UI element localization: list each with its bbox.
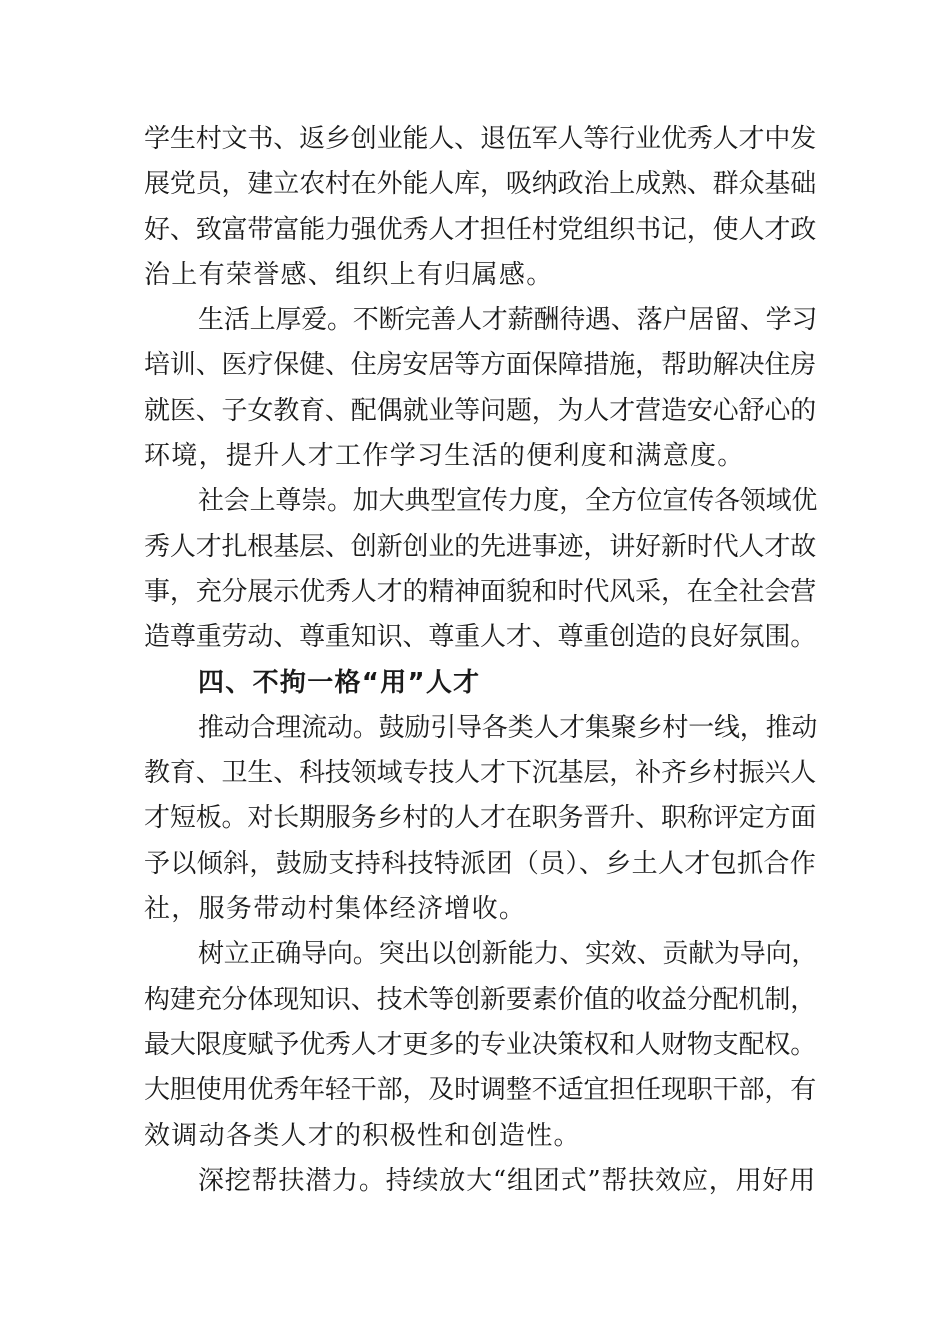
paragraph-line: 环境，提升人才工作学习生活的便利度和满意度。 bbox=[144, 441, 745, 472]
paragraph-line: 社会上尊崇。加大典型宣传力度，全方位宣传各领域优 bbox=[198, 486, 818, 517]
paragraph-line: 社，服务带动村集体经济增收。 bbox=[144, 894, 527, 925]
paragraph-line: 好、致富带富能力强优秀人才担任村党组织书记，使人才政 bbox=[144, 214, 816, 245]
paragraph-line: 事，充分展示优秀人才的精神面貌和时代风采，在全社会营 bbox=[144, 576, 816, 607]
paragraph-line: 才短板。对长期服务乡村的人才在职务晋升、职称评定方面 bbox=[144, 803, 816, 834]
paragraph-line: 大胆使用优秀年轻干部，及时调整不适宜担任现职干部，有 bbox=[144, 1075, 816, 1106]
paragraph-line: 治上有荣誉感、组织上有归属感。 bbox=[144, 259, 554, 290]
paragraph-line: 学生村文书、返乡创业能人、退伍军人等行业优秀人才中发 bbox=[144, 124, 816, 154]
section-heading: 四、不拘一格“用”人才 bbox=[198, 667, 481, 698]
paragraph-line: 就医、子女教育、配偶就业等问题，为人才营造安心舒心的 bbox=[144, 395, 816, 426]
paragraph-line: 造尊重劳动、尊重知识、尊重人才、尊重创造的良好氛围。 bbox=[144, 622, 816, 653]
paragraph-line: 秀人才扎根基层、创新创业的先进事迹，讲好新时代人才故 bbox=[144, 531, 816, 562]
document-body bbox=[144, 117, 816, 1204]
paragraph-line: 树立正确导向。突出以创新能力、实效、贡献为导向， bbox=[198, 939, 818, 970]
paragraph-line: 生活上厚爱。不断完善人才薪酬待遇、落户居留、学习 bbox=[198, 305, 818, 336]
paragraph-line: 最大限度赋予优秀人才更多的专业决策权和人财物支配权。 bbox=[144, 1029, 816, 1060]
paragraph-line: 构建充分体现知识、技术等创新要素价值的收益分配机制， bbox=[144, 984, 816, 1015]
paragraph-line: 培训、医疗保健、住房安居等方面保障措施，帮助解决住房 bbox=[144, 350, 816, 381]
paragraph-line: 教育、卫生、科技领域专技人才下沉基层，补齐乡村振兴人 bbox=[144, 758, 816, 789]
paragraph-line: 效调动各类人才的积极性和创造性。 bbox=[144, 1120, 581, 1151]
paragraph-line: 展党员，建立农村在外能人库，吸纳政治上成熟、群众基础 bbox=[144, 169, 816, 200]
paragraph-line: 推动合理流动。鼓励引导各类人才集聚乡村一线，推动 bbox=[198, 712, 818, 743]
paragraph-line: 深挖帮扶潜力。持续放大“组团式”帮扶效应，用好用 bbox=[198, 1165, 816, 1196]
paragraph-line: 予以倾斜，鼓励支持科技特派团（员）、乡土人才包抓合作 bbox=[144, 848, 816, 879]
